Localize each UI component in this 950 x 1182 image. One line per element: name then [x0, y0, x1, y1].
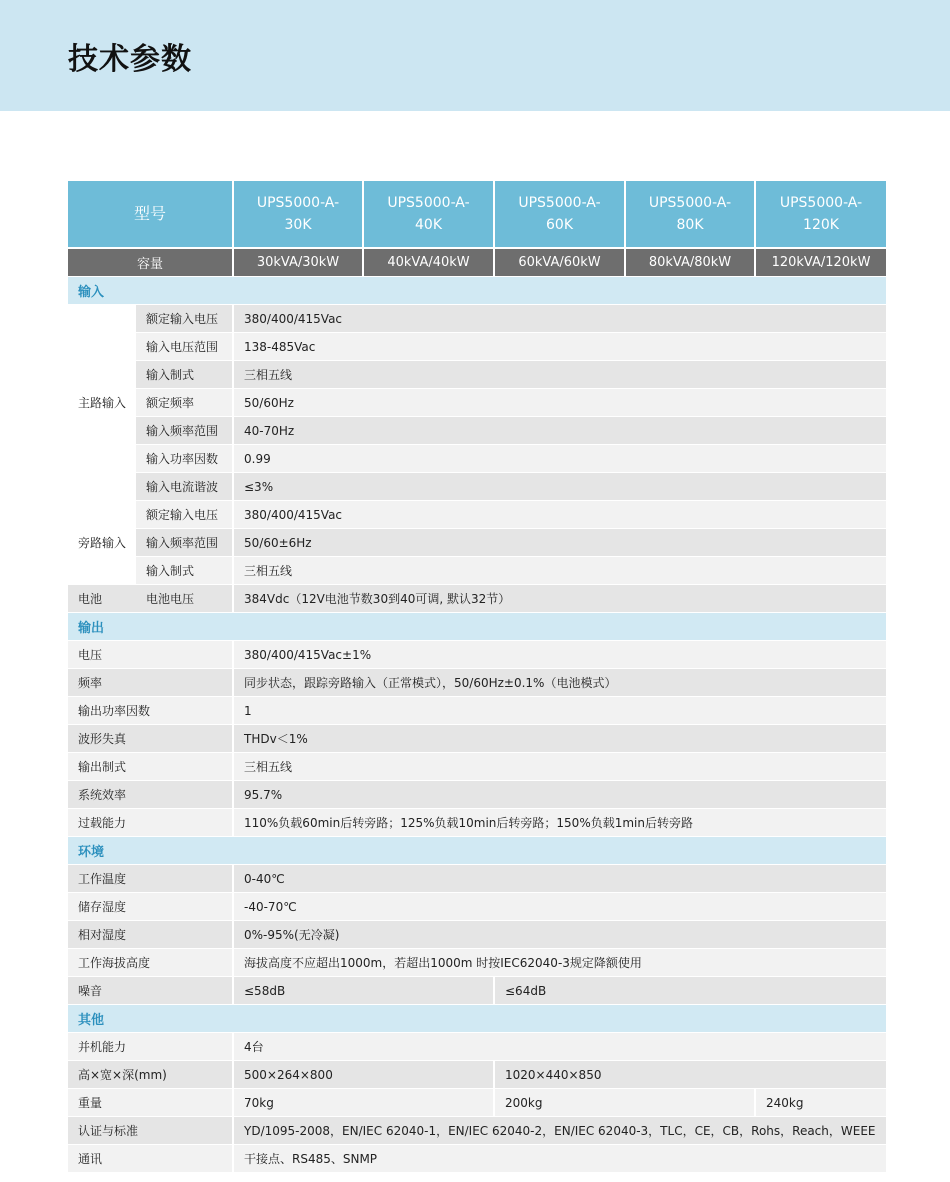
table-row [68, 361, 886, 388]
group-label: 旁路输入 [68, 501, 146, 584]
capacity-cell: 30kVA/30kW [234, 249, 362, 276]
group-label: 主路输入 [68, 305, 146, 500]
table-row [68, 529, 886, 556]
row-label: 波形失真 [68, 725, 232, 752]
table-row [68, 501, 886, 528]
capacity-cell: 80kVA/80kW [626, 249, 754, 276]
table-row [68, 725, 886, 752]
model-header-cell: UPS5000-A- 30K [234, 181, 362, 247]
row-value: 95.7% [234, 781, 886, 808]
row-label: 过载能力 [68, 809, 232, 836]
table-row [68, 1145, 886, 1172]
row-label: 相对湿度 [68, 921, 232, 948]
model-header-cell: UPS5000-A- 40K [364, 181, 493, 247]
table-row [68, 417, 886, 444]
row-value: 380/400/415Vac [234, 501, 886, 528]
capacity-cell: 60kVA/60kW [495, 249, 624, 276]
row-value: 三相五线 [234, 557, 886, 584]
table-row [68, 977, 886, 1004]
spec-table [68, 181, 886, 1172]
table-row [68, 669, 886, 696]
section-heading-output: 输出 [68, 613, 886, 640]
model-header-row [68, 181, 886, 247]
table-row [68, 1033, 886, 1060]
row-value: ≤3% [234, 473, 886, 500]
main-input-group [68, 305, 886, 500]
row-value: 384Vdc（12V电池节数30到40可调, 默认32节） [234, 585, 886, 612]
row-label: 噪音 [68, 977, 232, 1004]
row-value: 0.99 [234, 445, 886, 472]
row-value: 500×264×800 [234, 1061, 493, 1088]
row-value: 40-70Hz [234, 417, 886, 444]
model-header-cell: UPS5000-A- 80K [626, 181, 754, 247]
row-label: 额定输入电压 [136, 305, 232, 332]
row-value: 200kg [495, 1089, 754, 1116]
row-value: 0-40℃ [234, 865, 886, 892]
row-label: 工作温度 [68, 865, 232, 892]
table-row [68, 1061, 886, 1088]
row-label: 电压 [68, 641, 232, 668]
model-header-cell: UPS5000-A- 60K [495, 181, 624, 247]
row-value: 同步状态，跟踪旁路输入（正常模式），50/60Hz±0.1%（电池模式） [234, 669, 886, 696]
row-value: ≤58dB [234, 977, 493, 1004]
table-row [68, 389, 886, 416]
row-label: 输入功率因数 [136, 445, 232, 472]
row-value: ≤64dB [495, 977, 886, 1004]
row-value: 380/400/415Vac [234, 305, 886, 332]
row-label: 额定频率 [136, 389, 232, 416]
table-row [68, 781, 886, 808]
bypass-input-group [68, 501, 886, 584]
row-label: 输入制式 [136, 361, 232, 388]
row-label: 储存湿度 [68, 893, 232, 920]
table-row [68, 445, 886, 472]
row-value: 三相五线 [234, 361, 886, 388]
table-row [68, 893, 886, 920]
row-value: 50/60Hz [234, 389, 886, 416]
row-label: 认证与标准 [68, 1117, 232, 1144]
row-value: 138-485Vac [234, 333, 886, 360]
model-label: 型号 [68, 181, 232, 247]
capacity-row [68, 249, 886, 276]
row-value: 380/400/415Vac±1% [234, 641, 886, 668]
row-value: 4台 [234, 1033, 886, 1060]
row-label: 输入制式 [136, 557, 232, 584]
row-label: 输入电压范围 [136, 333, 232, 360]
table-row [68, 557, 886, 584]
row-label: 系统效率 [68, 781, 232, 808]
row-label: 电池电压 [136, 585, 232, 612]
table-row [68, 921, 886, 948]
table-row [68, 809, 886, 836]
row-value: 0%-95%(无冷凝) [234, 921, 886, 948]
model-header-cell: UPS5000-A- 120K [756, 181, 886, 247]
row-value: 240kg [756, 1089, 886, 1116]
table-row [68, 697, 886, 724]
capacity-label: 容量 [68, 249, 232, 276]
row-value: 三相五线 [234, 753, 886, 780]
table-row [68, 641, 886, 668]
row-value: 50/60±6Hz [234, 529, 886, 556]
capacity-cell: 120kVA/120kW [756, 249, 886, 276]
table-row [68, 949, 886, 976]
row-label: 输入频率范围 [136, 529, 232, 556]
section-heading-other: 其他 [68, 1005, 886, 1032]
table-row [68, 305, 886, 332]
row-value: 1020×440×850 [495, 1061, 886, 1088]
row-label: 输入电流谐波 [136, 473, 232, 500]
row-label: 输出功率因数 [68, 697, 232, 724]
table-row [68, 473, 886, 500]
row-value: 70kg [234, 1089, 493, 1116]
row-value: YD/1095-2008，EN/IEC 62040-1，EN/IEC 62040-2，EN/IEC 62040-3，TLC，CE，CB，Rohs，Reach，WEEE [234, 1117, 886, 1144]
row-label: 输入频率范围 [136, 417, 232, 444]
page-title: 技术参数 [68, 42, 192, 77]
row-value: 1 [234, 697, 886, 724]
capacity-cell: 40kVA/40kW [364, 249, 493, 276]
row-label: 额定输入电压 [136, 501, 232, 528]
table-row [68, 333, 886, 360]
row-label: 并机能力 [68, 1033, 232, 1060]
row-value: 干接点、RS485、SNMP [234, 1145, 886, 1172]
table-row [68, 865, 886, 892]
table-row [68, 1089, 886, 1116]
section-heading-environment: 环境 [68, 837, 886, 864]
row-value: THDv＜1% [234, 725, 886, 752]
table-row [68, 1117, 886, 1144]
table-row [68, 585, 886, 612]
row-label: 高×宽×深(mm) [68, 1061, 232, 1088]
row-label: 工作海拔高度 [68, 949, 232, 976]
row-label: 输出制式 [68, 753, 232, 780]
row-value: 110%负载60min后转旁路；125%负载10min后转旁路；150%负载1min后转旁路 [234, 809, 886, 836]
row-label: 通讯 [68, 1145, 232, 1172]
title-banner [0, 0, 950, 111]
row-label: 频率 [68, 669, 232, 696]
section-heading-input: 输入 [68, 277, 886, 304]
row-label: 重量 [68, 1089, 232, 1116]
group-label: 电池 [68, 585, 136, 612]
table-row [68, 753, 886, 780]
row-value: -40-70℃ [234, 893, 886, 920]
row-value: 海拔高度不应超出1000m，若超出1000m 时按IEC62040-3规定降额使用 [234, 949, 886, 976]
